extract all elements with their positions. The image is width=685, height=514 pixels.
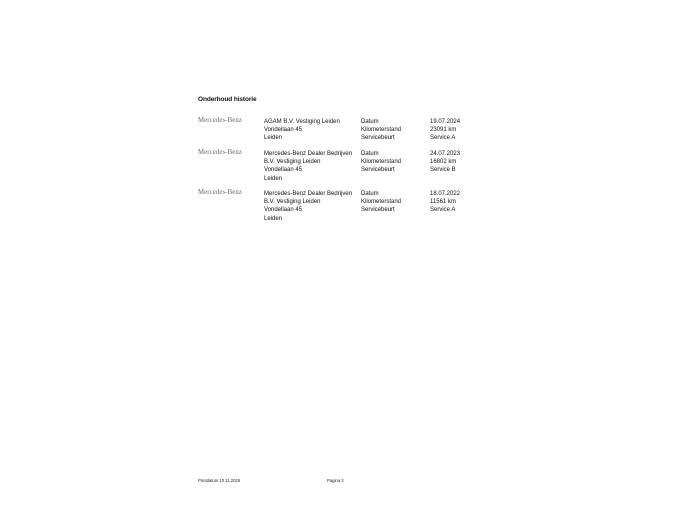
dealer-line: Vondellaan 45: [264, 167, 303, 174]
dealer-line: Leiden: [264, 175, 283, 182]
mileage-value: 16802 km: [430, 159, 457, 166]
dealer-address: [264, 150, 352, 183]
dealer-line: Leiden: [264, 135, 283, 142]
field-values: [430, 118, 460, 143]
mileage-value: 23091 km: [430, 127, 457, 134]
print-date: Printdatum 10.11.2025: [198, 478, 241, 483]
mileage-label: Kilometerstand: [361, 159, 402, 166]
date-label: Datum: [361, 151, 379, 157]
page-number: Pagina 3: [327, 478, 344, 483]
brand-wordmark: Mercedes-Benz: [198, 117, 242, 124]
brand-wordmark: Mercedes-Benz: [198, 149, 242, 156]
mileage-label: Kilometerstand: [361, 199, 402, 206]
date-label: Datum: [361, 119, 379, 125]
service-value: Service A: [430, 207, 456, 214]
dealer-address: [264, 190, 352, 223]
page-title: Onderhoud historie: [198, 96, 257, 103]
date-value: 19.07.2024: [430, 119, 461, 125]
field-labels: [361, 190, 401, 215]
mileage-value: 11561 km: [430, 199, 456, 206]
date-value: 24.07.2023: [430, 151, 461, 157]
dealer-line: Mercedes-Benz Dealer Bedrijven: [264, 151, 353, 157]
field-values: [430, 190, 460, 215]
date-label: Datum: [361, 191, 379, 197]
dealer-line: B.V. Vestiging Leiden: [264, 159, 321, 166]
dealer-line: Vondellaan 45: [264, 207, 303, 214]
dealer-line: Leiden: [264, 215, 283, 222]
service-label: Servicebeurt: [361, 167, 395, 174]
service-entry: [198, 190, 498, 230]
brand-wordmark: Mercedes-Benz: [198, 189, 242, 196]
service-entry: [198, 150, 498, 190]
dealer-line: B.V. Vestiging Leiden: [264, 199, 321, 206]
field-labels: [361, 150, 401, 175]
service-value: Service B: [430, 167, 456, 174]
dealer-line: AGAM B.V. Vestiging Leiden: [264, 119, 340, 125]
date-value: 18.07.2022: [430, 191, 461, 197]
dealer-line: Mercedes-Benz Dealer Bedrijven: [264, 191, 353, 197]
dealer-line: Vondellaan 45: [264, 127, 303, 134]
service-label: Servicebeurt: [361, 135, 395, 142]
field-values: [430, 150, 460, 175]
mileage-label: Kilometerstand: [361, 127, 402, 134]
service-value: Service A: [430, 135, 456, 142]
field-labels: [361, 118, 401, 143]
service-label: Servicebeurt: [361, 207, 395, 214]
dealer-address: [264, 118, 340, 143]
